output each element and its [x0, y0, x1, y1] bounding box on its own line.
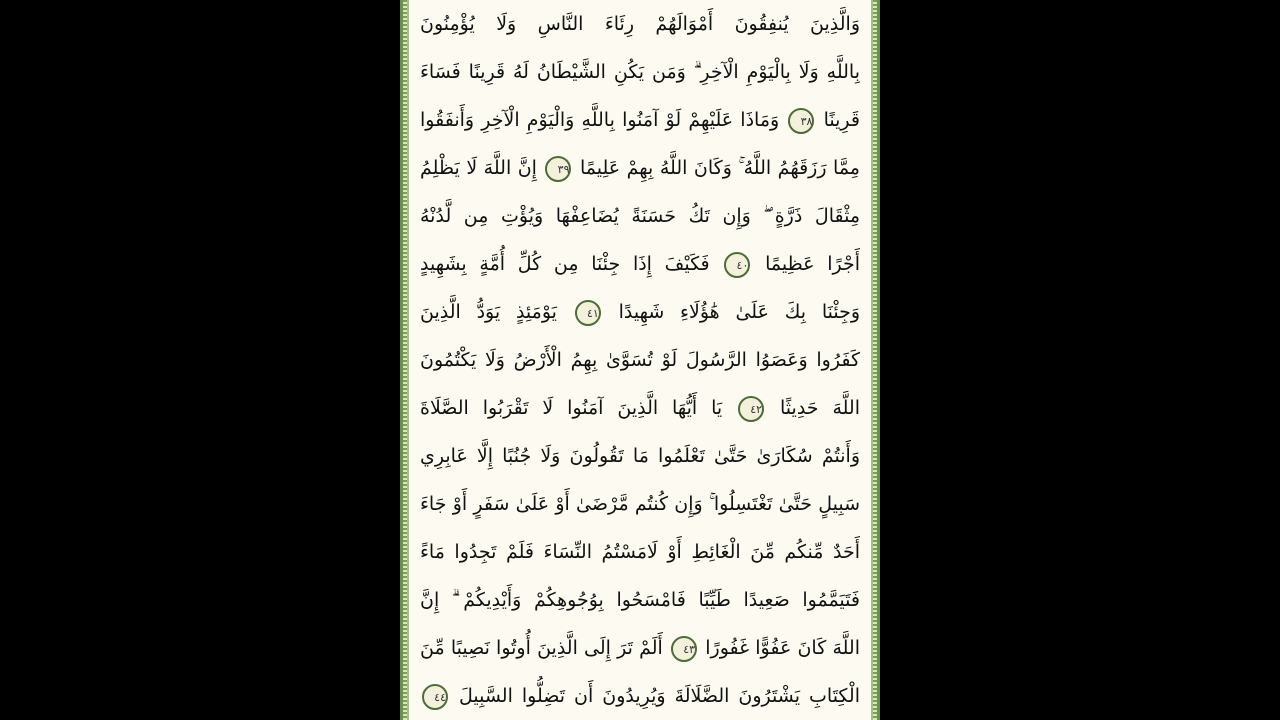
- text-line-13: فَتَيَمَّمُوا صَعِيدًا طَيِّبًا فَامْسَحُوا بِوُجُوهِكُمْ وَأَيْدِيكُمْ ۗ إِنَّ: [420, 589, 860, 611]
- right-border-ornament: [873, 0, 877, 720]
- verse-number-marker: ٣٨: [788, 108, 814, 134]
- text-line-8: كَفَرُوا وَعَصَوُا الرَّسُولَ لَوْ تُسَوَّىٰ بِهِمُ الْأَرْضُ وَلَا يَكْتُمُونَ: [420, 349, 860, 371]
- text-line-5: مِثْقَالَ ذَرَّةٍ ۖ وَإِن تَكُ حَسَنَةً يُضَاعِفْهَا وَيُؤْتِ مِن لَّدُنْهُ: [420, 205, 860, 227]
- verse-number-marker: ٤١: [575, 300, 601, 326]
- text-line-10: وَأَنتُمْ سُكَارَىٰ حَتَّىٰ تَعْلَمُوا مَا تَقُولُونَ وَلَا جُنُبًا إِلَّا عَابِرِي: [420, 445, 860, 467]
- text-line-9: اللَّهَ حَدِيثًا ٤٢ يَا أَيُّهَا الَّذِينَ آمَنُوا لَا تَقْرَبُوا الصَّلَاةَ: [420, 388, 860, 428]
- quran-page: [400, 0, 880, 720]
- text-line-1: وَالَّذِينَ يُنفِقُونَ أَمْوَالَهُمْ رِئَاءَ النَّاسِ وَلَا يُؤْمِنُونَ: [420, 13, 860, 35]
- text-line-14: اللَّهَ كَانَ عَفُوًّا غَفُورًا ٤٣ أَلَمْ تَرَ إِلَى الَّذِينَ أُوتُوا نَصِيبًا مِّنَ: [420, 628, 860, 668]
- text-line-2: بِاللَّهِ وَلَا بِالْيَوْمِ الْآخِرِ ۗ وَمَن يَكُنِ الشَّيْطَانُ لَهُ قَرِينًا فَسَاءَ: [420, 61, 860, 83]
- text-line-11: سَبِيلٍ حَتَّىٰ تَغْتَسِلُوا ۚ وَإِن كُنتُم مَّرْضَىٰ أَوْ عَلَىٰ سَفَرٍ أَوْ جَاءَ: [420, 493, 860, 515]
- text-line-6: أَجْرًا عَظِيمًا ٤٠ فَكَيْفَ إِذَا جِئْنَا مِن كُلِّ أُمَّةٍ بِشَهِيدٍ: [420, 244, 860, 284]
- verse-text-block: [420, 4, 860, 716]
- verse-number-marker: ٤٣: [671, 636, 697, 662]
- text-line-12: أَحَدٌ مِّنكُم مِّنَ الْغَائِطِ أَوْ لَامَسْتُمُ النِّسَاءَ فَلَمْ تَجِدُوا مَاءً: [420, 541, 860, 563]
- left-border-ornament: [403, 0, 407, 720]
- text-line-15: الْكِتَابِ يَشْتَرُونَ الضَّلَالَةَ وَيُرِيدُونَ أَن تَضِلُّوا السَّبِيلَ ٤٤: [420, 676, 860, 716]
- text-line-4: مِمَّا رَزَقَهُمُ اللَّهُ ۚ وَكَانَ اللَّهُ بِهِمْ عَلِيمًا ٣٩ إِنَّ اللَّهَ لَا يَظْلِمُ: [420, 148, 860, 188]
- verse-number-marker: ٣٩: [545, 156, 571, 182]
- verse-number-marker: ٤٠: [724, 252, 750, 278]
- text-line-3: قَرِينًا ٣٨ وَمَاذَا عَلَيْهِمْ لَوْ آمَنُوا بِاللَّهِ وَالْيَوْمِ الْآخِرِ وَأَنفَقُوا: [420, 100, 860, 140]
- text-line-7: وَجِئْنَا بِكَ عَلَىٰ هَٰؤُلَاءِ شَهِيدًا ٤١ يَوْمَئِذٍ يَوَدُّ الَّذِينَ: [420, 292, 860, 332]
- verse-number-marker: ٤٤: [422, 684, 448, 710]
- verse-number-marker: ٤٢: [738, 396, 764, 422]
